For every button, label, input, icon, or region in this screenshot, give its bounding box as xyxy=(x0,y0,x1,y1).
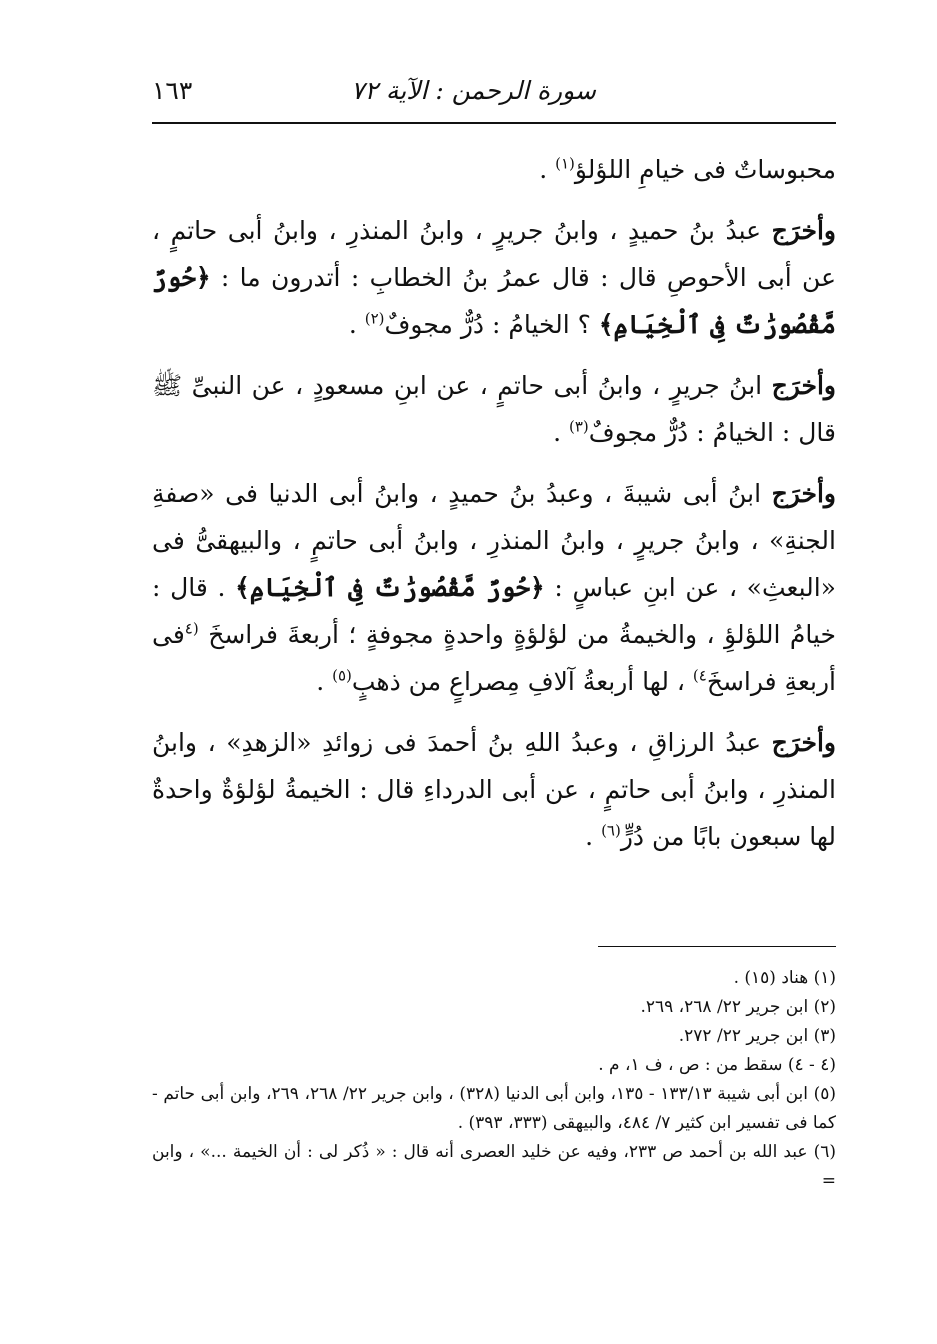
footnote-ref: (٥) xyxy=(332,666,352,685)
footnote: (٣) ابن جرير ٢٢/ ٢٧٢. xyxy=(678,1026,836,1046)
footnote-ref: (١) xyxy=(555,154,575,173)
paragraph-lead: وأخرَج xyxy=(771,479,836,508)
footnote-ref-start: (٤ xyxy=(184,619,199,638)
paragraph xyxy=(152,470,836,705)
paragraph-text: محبوساتٌ فى خيامِ اللؤلؤ xyxy=(574,155,836,184)
footnote-separator xyxy=(598,946,836,947)
footnote-ref: (٦) xyxy=(601,821,621,840)
paragraph-tail: . xyxy=(316,667,333,696)
paragraph-text-3: فى أربعةِ فراسخَ xyxy=(152,620,836,696)
paragraph-text: ابنُ جريرٍ ، وابنُ أبى حاتمٍ ، عن ابنِ مسعودٍ ، عن النبىِّ ﷺ قال : الخيامُ : دُرٌّ مجوفٌ xyxy=(152,371,836,447)
header-rule xyxy=(152,122,836,124)
footnote: (٤ - ٤) سقط من : ص ، ف ١، م . xyxy=(598,1055,836,1075)
paragraph-lead: وأخرَج xyxy=(771,728,836,757)
footnote: (٥) ابن أبى شيبة ١٣٣/١٣ - ١٣٥، وابن أبى الدنيا (٣٢٨) ، وابن جرير ٢٢/ ٢٦٨، ٢٦٩، وابن أبى حاتم - كما فى تفسير ابن كثير ٧/ ٤٨٤، والبيهقى (٣٣٣، ٣٩٣) . xyxy=(152,1084,836,1133)
paragraph-lead: وأخرَج xyxy=(771,216,836,245)
paragraph-tail: . xyxy=(348,310,365,339)
paragraph-tail: . xyxy=(585,822,602,851)
paragraph xyxy=(152,362,836,456)
quran-quote: ﴿حُورٌ مَّقْصُورَٰتٌ فِى ٱلْخِيَامِ﴾ xyxy=(235,573,545,602)
footnote: (٢) ابن جرير ٢٢/ ٢٦٨، ٢٦٩. xyxy=(640,997,836,1017)
footnote-ref: (٢) xyxy=(364,309,385,328)
paragraph-text: ابنُ أبى شيبةَ ، وعبدُ بنُ حميدٍ ، وابنُ أبى الدنيا فى «صفةِ الجنةِ» ، وابنُ جريرٍ ، وابنُ المنذرِ ، وابنُ أبى حاتمٍ ، والبيهقىُّ فى «البعثِ» ، عن ابنِ عباسٍ : xyxy=(152,479,836,602)
paragraph xyxy=(152,207,836,348)
paragraph-text-2: ؟ الخيامُ : دُرٌّ مجوفٌ xyxy=(384,310,599,339)
paragraph-text: عبدُ الرزاقِ ، وعبدُ اللهِ بنُ أحمدَ فى زوائدِ «الزهدِ» ، وابنُ المنذرِ ، وابنُ أبى حاتمٍ ، عن أبى الدرداءِ قال : الخيمةُ لؤلؤةٌ واحدةٌ لها سبعون بابًا من دُرٍّ xyxy=(152,728,836,851)
footnote-ref: (٣) xyxy=(569,417,589,436)
paragraph-text: عبدُ بنُ حميدٍ ، وابنُ جريرٍ ، وابنُ المنذرِ ، وابنُ أبى حاتمٍ ، عن أبى الأحوصِ قال : قال عمرُ بنُ الخطابِ : أتدرون ما : xyxy=(152,216,836,292)
paragraph-text-4: ، لها أربعةُ آلافِ مِصراعٍ من ذهبٍ xyxy=(351,667,693,696)
paragraph xyxy=(152,146,836,193)
footnotes xyxy=(152,964,836,1196)
footnote-ref-end: ٤) xyxy=(692,666,707,685)
paragraph xyxy=(152,719,836,860)
quran-quote: ﴿حُورٌ مَّقْصُورَٰتٌ فِى ٱلْخِيَامِ﴾ xyxy=(152,263,836,339)
paragraph-text-2: . قال : خيامُ اللؤلؤِ ، والخيمةُ من لؤلؤةٍ واحدةٍ مجوفةٍ ؛ أربعةَ فراسخَ xyxy=(152,573,836,649)
paragraph-tail: . xyxy=(553,418,569,447)
footnote: (٦) عبد الله بن أحمد ص ٢٣٣، وفيه عن خليد العصرى أنه قال : « ذُكر لى : أن الخيمة ...» ، وابن = xyxy=(152,1142,836,1191)
paragraph-tail: . xyxy=(539,155,556,184)
header-title: سورة الرحمن : الآية ٧٢ xyxy=(351,76,596,105)
running-header xyxy=(152,66,836,116)
page-number: ١٦٣ xyxy=(152,76,193,105)
paragraph-lead: وأخرَج xyxy=(771,371,836,400)
footnote: (١) هناد (١٥) . xyxy=(733,968,836,988)
main-text xyxy=(152,146,836,874)
